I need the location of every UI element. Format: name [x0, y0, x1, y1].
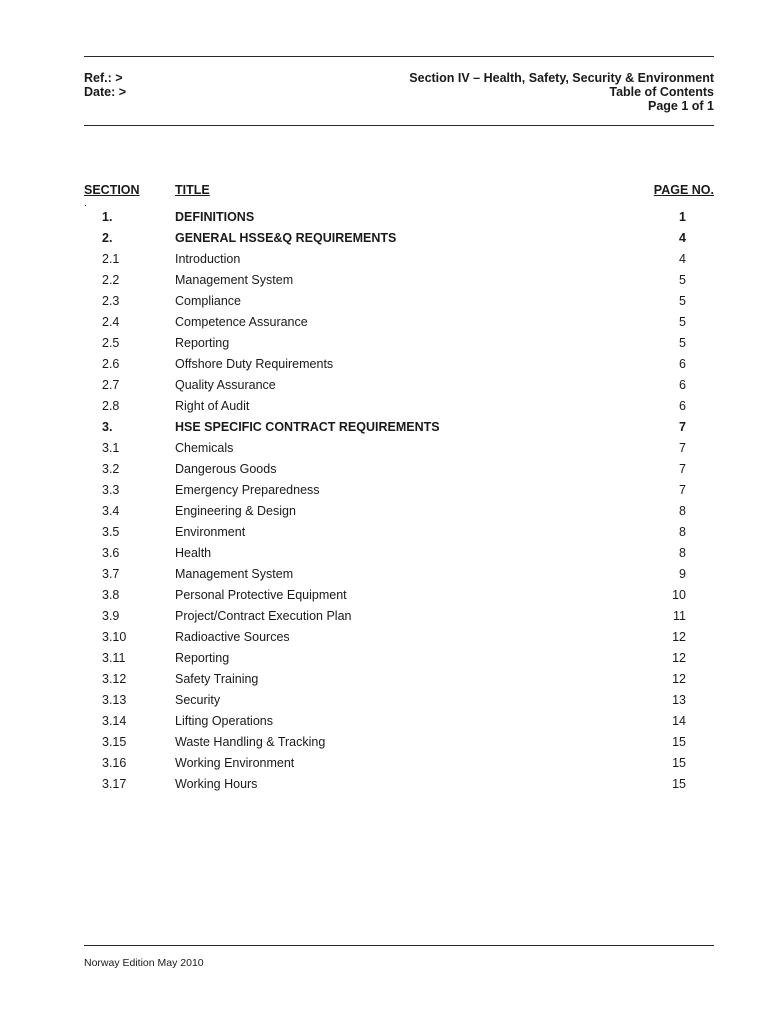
toc-row	[0, 669, 768, 690]
toc-row	[0, 375, 768, 396]
header-right-block	[409, 71, 714, 113]
toc-entry-title: Emergency Preparedness	[175, 483, 320, 497]
header-bottom-rule	[84, 125, 714, 126]
toc-row	[0, 690, 768, 711]
toc-page-number: 8	[679, 525, 686, 539]
toc-entry-title: Engineering & Design	[175, 504, 296, 518]
toc-row	[0, 627, 768, 648]
toc-row	[0, 249, 768, 270]
toc-section-number: 3.4	[102, 504, 120, 518]
toc-page-number: 5	[679, 273, 686, 287]
toc-section-number: 3.1	[102, 441, 120, 455]
document-title: Table of Contents	[609, 85, 714, 99]
toc-entry-title: Introduction	[175, 252, 241, 266]
toc-section-number: 3.5	[102, 525, 120, 539]
footer-rule	[84, 945, 714, 946]
toc-entry-title: Lifting Operations	[175, 714, 273, 728]
toc-page-number: 4	[679, 231, 686, 245]
toc-entry-title: Radioactive Sources	[175, 630, 290, 644]
section-title: Section IV – Health, Safety, Security & Environment	[409, 71, 714, 85]
header-top-rule	[84, 56, 714, 57]
toc-row	[0, 417, 768, 438]
toc-page-number: 8	[679, 546, 686, 560]
stray-dot-mark: .	[84, 198, 87, 209]
toc-section-number: 3.13	[102, 693, 127, 707]
toc-section-number: 3.8	[102, 588, 120, 602]
toc-page-number: 7	[679, 462, 686, 476]
toc-page-number: 11	[673, 609, 686, 623]
toc-row	[0, 585, 768, 606]
toc-entry-title: Security	[175, 693, 221, 707]
toc-entry-title: GENERAL HSSE&Q REQUIREMENTS	[175, 231, 397, 245]
toc-row	[0, 753, 768, 774]
toc-row	[0, 648, 768, 669]
toc-section-number: 3.2	[102, 462, 120, 476]
toc-row	[0, 732, 768, 753]
toc-row	[0, 522, 768, 543]
toc-entry-title: Management System	[175, 567, 294, 581]
toc-page-number: 7	[679, 441, 686, 455]
toc-entry-title: Personal Protective Equipment	[175, 588, 347, 602]
toc-page-number: 4	[679, 252, 686, 266]
column-header-section: SECTION	[84, 183, 140, 197]
toc-page-number: 12	[672, 651, 686, 665]
toc-entry-title: Offshore Duty Requirements	[175, 357, 334, 371]
toc-entry-title: Compliance	[175, 294, 242, 308]
toc-row	[0, 270, 768, 291]
toc-row	[0, 564, 768, 585]
toc-section-number: 2.5	[102, 336, 120, 350]
toc-entry-title: Chemicals	[175, 441, 234, 455]
toc-section-number: 3.9	[102, 609, 120, 623]
toc-entry-title: Safety Training	[175, 672, 259, 686]
header-left-block	[84, 71, 126, 99]
toc-entry-title: Management System	[175, 273, 294, 287]
toc-page-number: 13	[672, 693, 686, 707]
toc-row	[0, 354, 768, 375]
toc-row	[0, 438, 768, 459]
toc-section-number: 3.15	[102, 735, 127, 749]
toc-row	[0, 459, 768, 480]
toc-section-number: 3.14	[102, 714, 127, 728]
toc-page-number: 9	[679, 567, 686, 581]
toc-row	[0, 606, 768, 627]
toc-entry-title: Dangerous Goods	[175, 462, 277, 476]
toc-section-number: 1.	[102, 210, 113, 224]
date-label: Date: >	[84, 85, 127, 99]
toc-entry-title: Project/Contract Execution Plan	[175, 609, 352, 623]
toc-page-number: 10	[672, 588, 686, 602]
table-of-contents	[0, 207, 768, 795]
toc-page-number: 12	[672, 672, 686, 686]
toc-section-number: 3.3	[102, 483, 120, 497]
toc-row	[0, 312, 768, 333]
toc-page-number: 7	[679, 483, 686, 497]
toc-section-number: 3.12	[102, 672, 127, 686]
toc-entry-title: Right of Audit	[175, 399, 250, 413]
toc-entry-title: Working Environment	[175, 756, 295, 770]
toc-page-number: 6	[679, 357, 686, 371]
toc-section-number: 3.11	[102, 651, 126, 665]
footer-edition: Norway Edition May 2010	[84, 957, 204, 969]
toc-section-number: 3.16	[102, 756, 127, 770]
toc-entry-title: DEFINITIONS	[175, 210, 255, 224]
toc-section-number: 2.1	[102, 252, 120, 266]
toc-page-number: 6	[679, 378, 686, 392]
toc-page-number: 5	[679, 336, 686, 350]
toc-entry-title: HSE SPECIFIC CONTRACT REQUIREMENTS	[175, 420, 440, 434]
toc-row	[0, 228, 768, 249]
ref-label: Ref.: >	[84, 71, 123, 85]
toc-entry-title: Environment	[175, 525, 246, 539]
toc-page-number: 1	[679, 210, 686, 224]
toc-section-number: 2.4	[102, 315, 120, 329]
toc-row	[0, 480, 768, 501]
toc-entry-title: Health	[175, 546, 212, 560]
column-header-page-no: PAGE NO.	[653, 183, 714, 197]
toc-page-number: 6	[679, 399, 686, 413]
toc-page-number: 14	[672, 714, 686, 728]
toc-page-number: 12	[672, 630, 686, 644]
toc-section-number: 2.3	[102, 294, 120, 308]
toc-row	[0, 711, 768, 732]
toc-page-number: 15	[672, 756, 686, 770]
toc-entry-title: Reporting	[175, 651, 230, 665]
toc-page-number: 8	[679, 504, 686, 518]
toc-section-number: 3.10	[102, 630, 127, 644]
toc-section-number: 3.6	[102, 546, 120, 560]
toc-page-number: 5	[679, 315, 686, 329]
toc-row	[0, 501, 768, 522]
toc-page-number: 5	[679, 294, 686, 308]
toc-row	[0, 207, 768, 228]
toc-page-number: 15	[672, 777, 686, 791]
toc-section-number: 2.8	[102, 399, 120, 413]
toc-section-number: 3.7	[102, 567, 120, 581]
toc-section-number: 3.17	[102, 777, 127, 791]
page-info: Page 1 of 1	[648, 99, 714, 113]
toc-row	[0, 333, 768, 354]
toc-section-number: 3.	[102, 420, 113, 434]
toc-entry-title: Reporting	[175, 336, 230, 350]
toc-entry-title: Competence Assurance	[175, 315, 308, 329]
toc-section-number: 2.6	[102, 357, 120, 371]
toc-row	[0, 396, 768, 417]
toc-section-number: 2.2	[102, 273, 120, 287]
toc-page-number: 7	[679, 420, 686, 434]
toc-row	[0, 774, 768, 795]
toc-entry-title: Waste Handling & Tracking	[175, 735, 326, 749]
column-header-title: TITLE	[175, 183, 210, 197]
toc-section-number: 2.	[102, 231, 113, 245]
toc-page-number: 15	[672, 735, 686, 749]
toc-entry-title: Working Hours	[175, 777, 258, 791]
toc-row	[0, 543, 768, 564]
toc-section-number: 2.7	[102, 378, 120, 392]
toc-entry-title: Quality Assurance	[175, 378, 276, 392]
toc-row	[0, 291, 768, 312]
